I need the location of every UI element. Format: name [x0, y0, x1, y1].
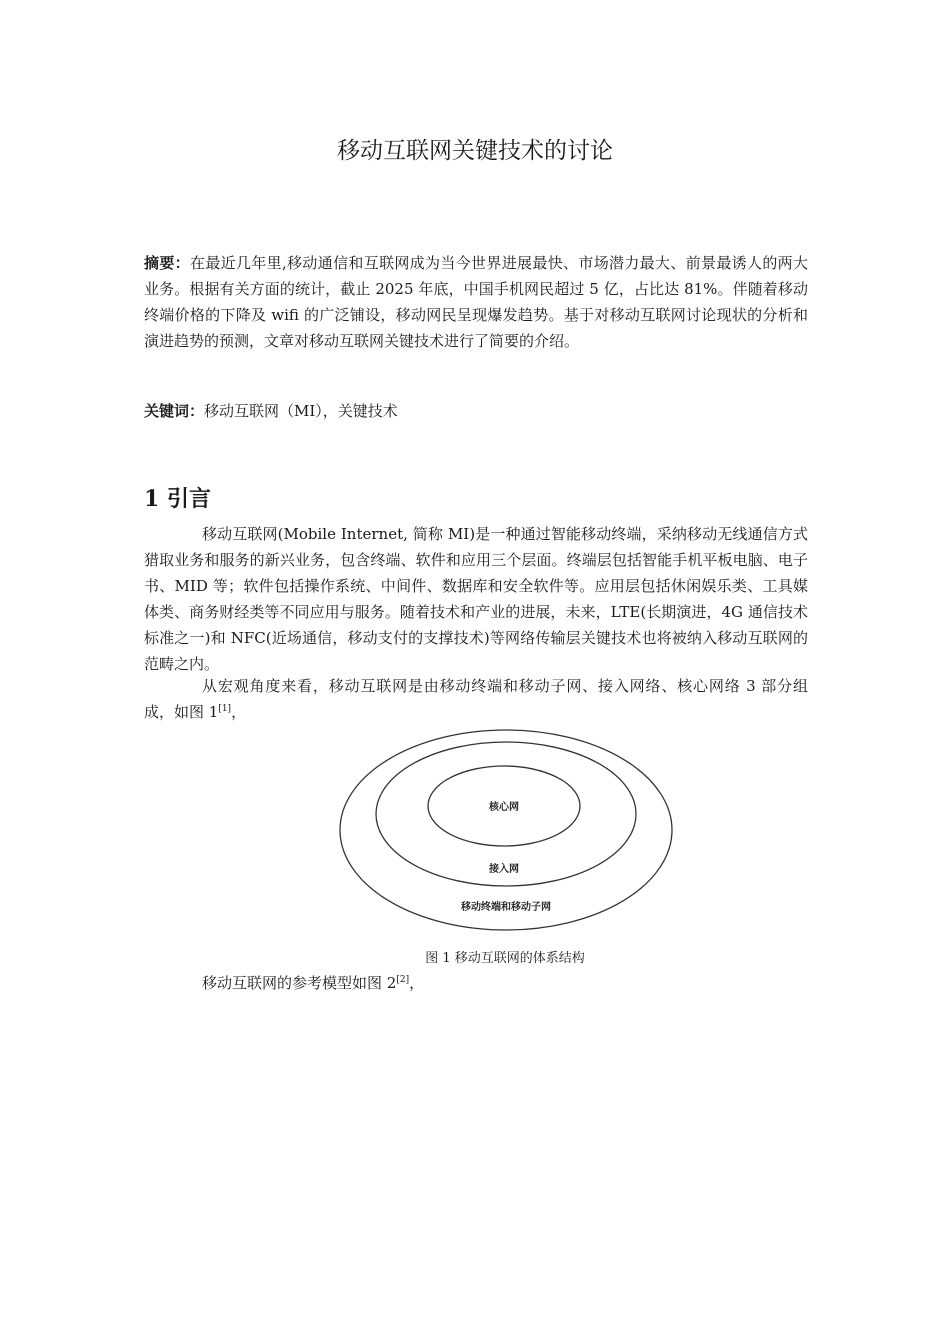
reference-model-paragraph	[144, 970, 808, 996]
structure-paragraph	[144, 673, 808, 725]
citation-ref-1: [1]	[218, 704, 232, 714]
abstract-label: 摘要：	[144, 254, 190, 272]
reference-model-text: 移动互联网的参考模型如图 2	[202, 974, 397, 992]
access-network-label: 接入网	[489, 864, 519, 875]
intro-paragraph: 移动互联网(Mobile Internet, 简称 MI)是一种通过智能移动终端，采纳移动无线通信方式猎取业务和服务的新兴业务，包含终端、软件和应用三个层面。终端层包括智能手机平板电脑、电子书、MID 等；软件包括操作系统、中间件、数据库和安全软件等。应用层包括休闲娱乐类、工具媒体类、商务财经类等不同应用与服务。随着技术和产业的进展，未来，LTE(长期演进，4G 通信技术标准之一)和 NFC(近场通信，移动支付的支撑技术)等网络传输层关键技术也将被纳入移动互联网的范畴之内。	[144, 525, 808, 673]
terminal-subnet-label: 移动终端和移动子网	[461, 902, 551, 913]
keywords-label: 关键词：	[144, 402, 205, 420]
core-network-label: 核心网	[489, 802, 519, 813]
structure-end: ，	[231, 703, 247, 721]
network-architecture-diagram	[336, 724, 678, 936]
abstract-text: 在最近几年里,移动通信和互联网成为当今世界进展最快、市场潜力最大、前景最诱人的两大业务。根据有关方面的统计，截止 2025 年底，中国手机网民超过 5 亿，占比达 81%。伴随着移动终端价格的下降及 wifi 的广泛铺设，移动网民呈现爆发趋势。基于对移动互联网讨论现状的分析和演进趋势的预测，文章对移动互联网关键技术进行了简要的介绍。	[144, 254, 808, 350]
keywords-paragraph	[144, 398, 808, 424]
citation-ref-2: [2]	[396, 975, 410, 985]
figure-1-caption: 图 1 移动互联网的体系结构	[425, 951, 585, 966]
keywords-text: 移动互联网（MI），关键技术	[204, 402, 398, 420]
figure-1	[336, 724, 678, 936]
abstract-paragraph	[144, 250, 808, 354]
section-heading: 1 引言	[144, 486, 211, 512]
document-title: 移动互联网关键技术的讨论	[337, 138, 613, 164]
reference-model-end: ，	[409, 974, 425, 992]
outer-ellipse	[340, 730, 672, 930]
structure-text: 从宏观角度来看，移动互联网是由移动终端和移动子网、接入网络、核心网络 3 部分组 成，如图 1	[144, 677, 808, 721]
